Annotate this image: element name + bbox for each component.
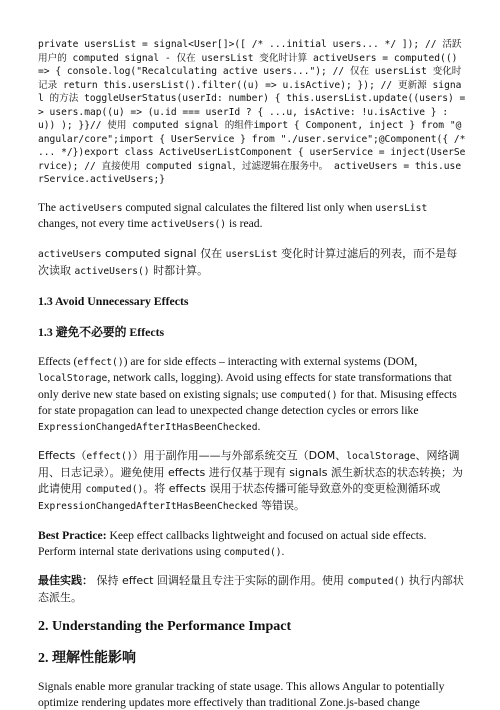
heading-avoid-effects-zh: 1.3 避免不必要的 Effects [38, 324, 165, 339]
inline-code: localStorage [38, 373, 108, 384]
inline-code: activeUsers [38, 248, 102, 260]
text: 、网络调用、日志记录）。避免使用 effects 进行仅基于现有 signals 派生新状态的状态转换；为此请使用 [38, 449, 463, 495]
inline-code: ExpressionChangedAfterItHasBeenChecked [38, 501, 258, 512]
text: ）用于副作用——与外部系统交互（DOM、 [132, 449, 347, 462]
text: for that. Misusing effects for state propagation can lead to unexpected change detection cycles or errors like [38, 387, 457, 417]
paragraph-best-practice-en [38, 528, 466, 560]
text: changes, not every time [38, 217, 151, 230]
paragraph-computed-en [38, 200, 466, 233]
inline-code: activeUsers() [151, 219, 227, 230]
text: 保持 effect 回调轻量且专注于实际的副作用。使用 [93, 574, 348, 587]
best-practice-label: Best Practice: [38, 529, 107, 542]
heading-performance-zh: 2. 理解性能影响 [38, 651, 136, 666]
best-practice-label: 最佳实践： [38, 574, 93, 587]
text: 。将 effects 误用于状态传播可能导致意外的变更检测循环或 [143, 482, 441, 495]
text: Effects（ [38, 449, 87, 462]
text: 变化时计算过滤后的列表，而不是每次读取 [38, 246, 458, 277]
inline-code: localStorage [346, 451, 416, 462]
inline-code: ExpressionChangedAfterItHasBeenChecked [38, 421, 258, 433]
text: . [281, 544, 285, 558]
inline-code: computed() [279, 389, 338, 401]
text: ) are for side effects – interacting with external systems (DOM, [123, 354, 418, 368]
text: Keep effect callbacks lightweight and focused on actual side effects. Perform internal state derivations using [38, 529, 427, 558]
inline-code: effect() [77, 356, 124, 368]
text: 时都计算。 [149, 263, 209, 277]
inline-code: activeUsers [58, 202, 123, 214]
inline-code: usersList [375, 202, 428, 214]
text: . [257, 419, 261, 433]
text: The [38, 200, 59, 214]
paragraph-performance-en: Signals enable more granular tracking of state usage. This allows Angular to potentially optimize rendering updates more effectively than traditional Zone.js-based change [38, 680, 445, 709]
inline-code: effect() [86, 451, 133, 462]
paragraph-best-practice-zh [38, 573, 466, 606]
paragraph-effects-zh [38, 448, 466, 515]
text: computed signal 仅在 [101, 246, 226, 260]
text: Effects ( [38, 354, 78, 368]
heading-performance: 2. Understanding the Performance Impact [38, 619, 292, 634]
document-page [38, 38, 472, 710]
text: , network calls, logging). Avoid using effects for state transformations that only derive new state based on existing signals; use [38, 371, 452, 401]
code-block: private usersList = signal<User[]>([ /* ...initial users... */ ]); // 活跃用户的 computed signal - 仅在 usersList 变化时计算 activeUsers = computed(() => { console.log("Recalculating active users..."); // 仅在 usersList 变化时记录 return this.usersList().filter((u) => u.isActive); }); // 更新源 signal 的方法 toggleUserStatus(userId: number) { this.usersList.update((users) => users.map((u) => (u.id === userId ? { ...u, isActive: !u.isActive } : u)) ); }}// 使用 computed signal 的组件import { Component, inject } from "@angular/core";import { UserService } from "./user.service";@Component({ /* ... */})export class ActiveUserListComponent { userService = inject(UserService); // 直接使用 computed signal，过滤逻辑在服务中。 activeUsers = this.userService.activeUsers;} [38, 39, 472, 185]
inline-code: computed() [223, 546, 282, 558]
paragraph-effects-en [38, 354, 466, 436]
inline-code: computed() [347, 576, 406, 587]
heading-avoid-effects: 1.3 Avoid Unnecessary Effects [38, 293, 189, 308]
paragraph-computed-zh [38, 246, 466, 280]
text: 执行内部状态派生。 [38, 574, 464, 604]
inline-code: usersList [225, 248, 278, 260]
text: 等错误。 [257, 499, 305, 512]
inline-code: activeUsers() [74, 265, 150, 277]
text: computed signal calculates the filtered list only when [122, 200, 376, 214]
text: is read. [226, 217, 263, 230]
inline-code: computed() [85, 484, 144, 495]
